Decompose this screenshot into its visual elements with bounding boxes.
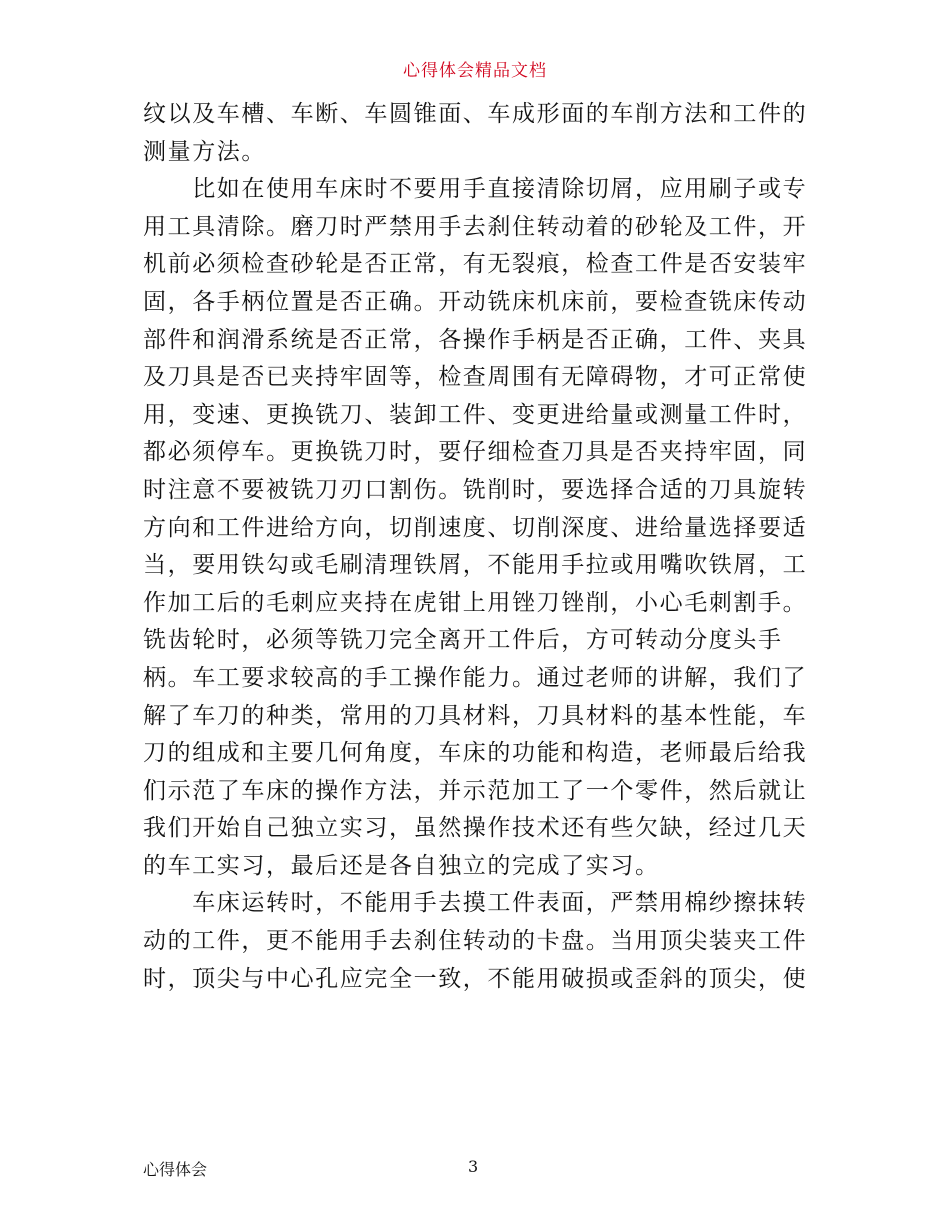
text-line: 作加工后的毛刺应夹持在虎钳上用锉刀锉削，小心毛刺割手。: [143, 589, 808, 616]
text-line: 时，顶尖与中心孔应完全一致，不能用破损或歪斜的顶尖，使: [143, 965, 808, 992]
text-line: 解了车刀的种类，常用的刀具材料，刀具材料的基本性能，车: [143, 702, 808, 729]
page-number: 3: [468, 1157, 479, 1176]
text-line: 刀的组成和主要几何角度，车床的功能和构造，老师最后给我: [143, 740, 808, 767]
text-line: 纹以及车槽、车断、车圆锥面、车成形面的车削方法和工件的: [143, 101, 808, 127]
text-line: 部件和润滑系统是否正常，各操作手柄是否正确，工件、夹具: [143, 326, 808, 353]
text-line: 柄。车工要求较高的手工操作能力。通过老师的讲解，我们了: [143, 664, 808, 691]
text-line: 车床运转时，不能用手去摸工件表面，严禁用棉纱擦抹转: [143, 890, 808, 917]
text-line: 当，要用铁勾或毛刷清理铁屑，不能用手拉或用嘴吹铁屑，工: [143, 552, 808, 579]
text-line: 用工具清除。磨刀时严禁用手去刹住转动着的砂轮及工件，开: [143, 213, 808, 240]
text-line: 用，变速、更换铣刀、装卸工件、变更进给量或测量工件时，: [143, 401, 808, 428]
text-line: 动的工件，更不能用手去刹住转动的卡盘。当用顶尖装夹工件: [143, 928, 808, 955]
text-line: 机前必须检查砂轮是否正常，有无裂痕，检查工件是否安装牢: [143, 251, 808, 278]
text-line: 们示范了车床的操作方法，并示范加工了一个零件，然后就让: [143, 777, 808, 804]
text-line: 的车工实习，最后还是各自独立的完成了实习。: [143, 852, 660, 879]
text-line: 我们开始自己独立实习，虽然操作技术还有些欠缺，经过几天: [143, 815, 808, 842]
text-line: 比如在使用车床时不要用手直接清除切屑，应用刷子或专: [143, 176, 808, 203]
document-body: [143, 96, 813, 998]
text-line: 方向和工件进给方向，切削速度、切削深度、进给量选择要适: [143, 514, 808, 541]
text-line: 都必须停车。更换铣刀时，要仔细检查刀具是否夹持牢固，同: [143, 439, 808, 466]
text-line: 及刀具是否已夹持牢固等，检查周围有无障碍物，才可正常使: [143, 364, 808, 391]
page-header-title: 心得体会精品文档: [403, 61, 547, 81]
text-line: 测量方法。: [143, 138, 266, 165]
footer-label: 心得体会: [143, 1160, 208, 1179]
text-line: 固，各手柄位置是否正确。开动铣床机床前，要检查铣床传动: [143, 288, 808, 315]
text-line: 铣齿轮时，必须等铣刀完全离开工件后，方可转动分度头手: [143, 627, 783, 654]
text-line: 时注意不要被铣刀刃口割伤。铣削时，要选择合适的刀具旋转: [143, 476, 808, 503]
